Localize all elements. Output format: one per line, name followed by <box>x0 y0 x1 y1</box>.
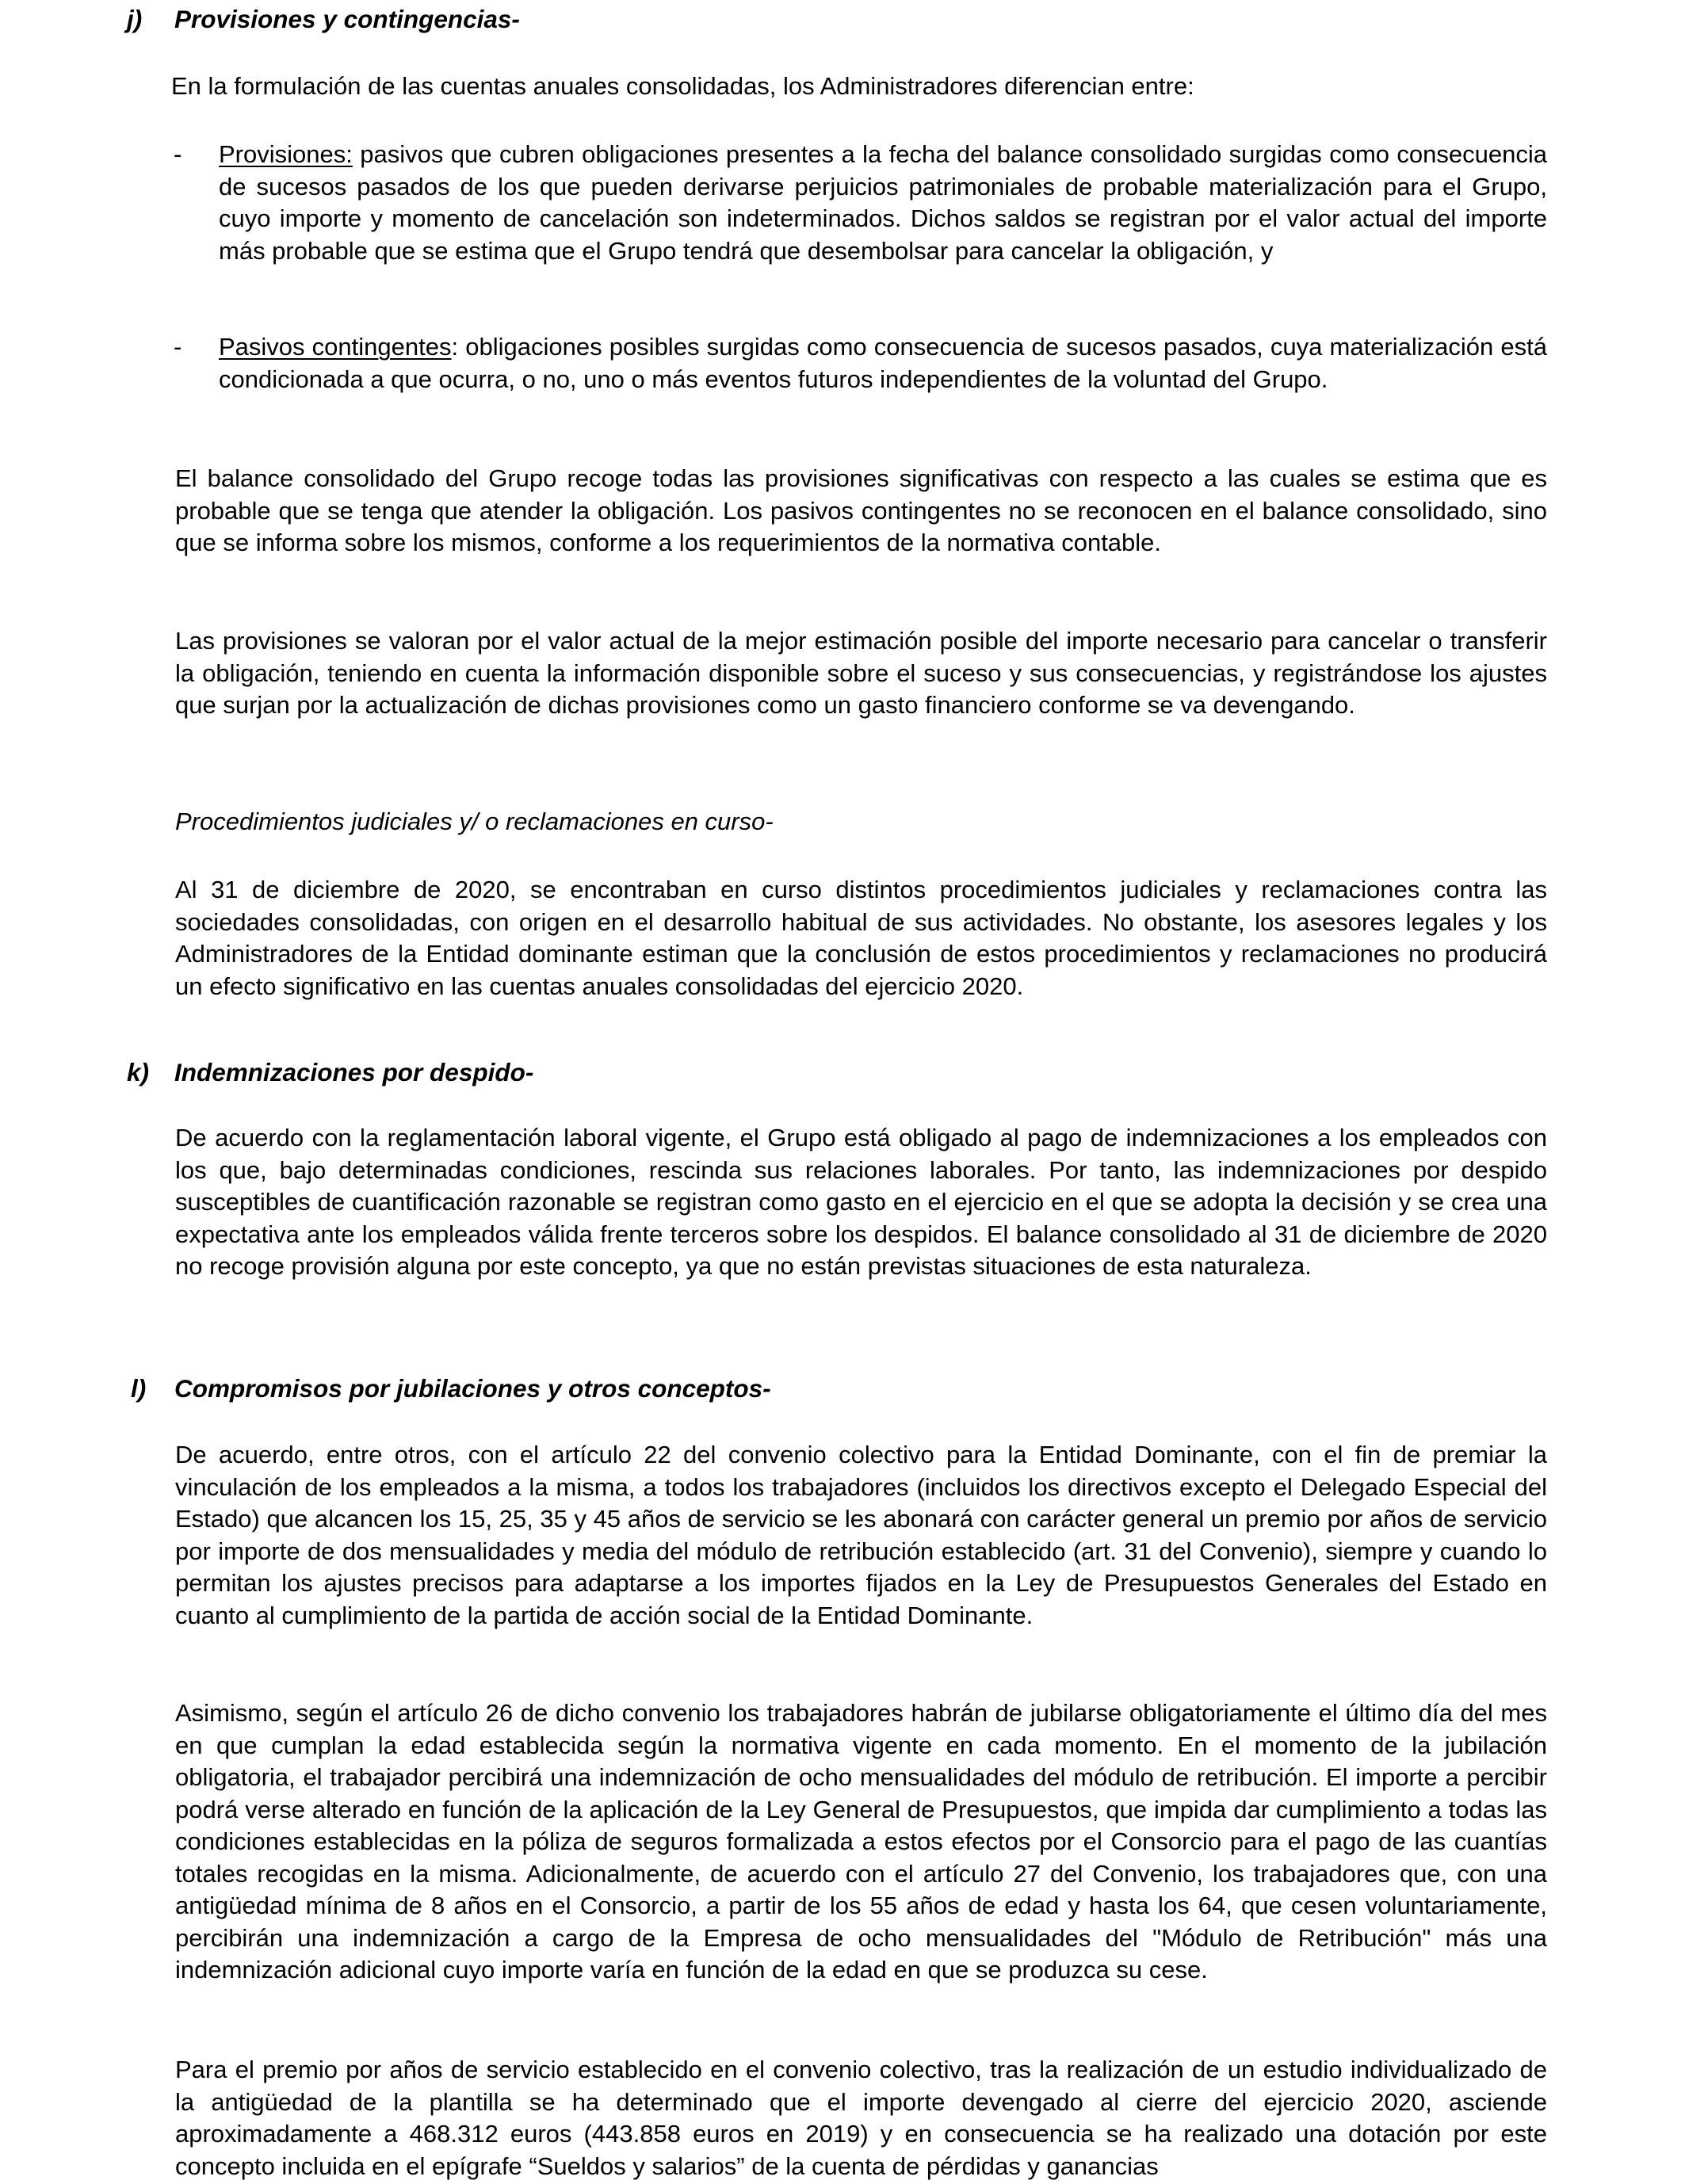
section-j-title: Provisiones y contingencias- <box>174 5 520 33</box>
section-l-paragraph-2: Asimismo, según el artículo 26 de dicho convenio los trabajadores habrán de jubilarse obligatoriamente el último día del mes en que cumplan la edad establecida según la normativa vigente en cada momento. En el momento de la jubilación obligatoria, el trabajador percibirá una indemnización de ocho mensualidades del módulo de retribución. El importe a percibir podrá verse alterado en función de la aplicación de la Ley General de Presupuestos, que impida dar cumplimiento a todas las condiciones establecidas en la póliza de seguros formalizada a estos efectos por el Consorcio para el pago de las cuantías totales recogidas en la misma. Adicionalmente, de acuerdo con el artículo 27 del Convenio, los trabajadores que, con una antigüedad mínima de 8 años en el Consorcio, a partir de los 55 años de edad y hasta los 64, que cesen voluntariamente, percibirán una indemnización a cargo de la Empresa de ocho mensualidades del "Módulo de Retribución" más una indemnización adicional cuyo importe varía en función de la edad en que se produzca su cese. <box>175 1699 1547 1984</box>
bullet-dash: - <box>174 333 182 361</box>
bullet-provisiones-text: pasivos que cubren obligaciones presentes a la fecha del balance consolidado surgidas como consecuencia de sucesos pasados de los que pueden derivarse perjuicios patrimoniales de probable materialización para el Grupo, cuyo importe y momento de cancelación son indeterminados. Dichos saldos se registran por el valor actual del importe más probable que se estima que el Grupo tendrá que desembolsar para cancelar la obligación, y <box>219 140 1547 265</box>
section-l-letter: l) <box>131 1374 147 1403</box>
section-l-title: Compromisos por jubilaciones y otros conceptos- <box>174 1374 771 1403</box>
bullet-dash: - <box>174 140 182 168</box>
section-j-subtitle: Procedimientos judiciales y/ o reclamaciones en curso- <box>175 808 774 835</box>
section-j-paragraph-2: Las provisiones se valoran por el valor actual de la mejor estimación posible del importe necesario para cancelar o transferir la obligación, teniendo en cuenta la información disponible sobre el suceso y sus consecuencias, y registrándose los ajustes que surjan por la actualización de dichas provisiones como un gasto financiero conforme se va devengando. <box>175 627 1547 719</box>
section-j-letter: j) <box>127 5 143 33</box>
bullet-pasivos-contingentes <box>219 331 1547 395</box>
section-j-intro: En la formulación de las cuentas anuales consolidadas, los Administradores diferencian entre: <box>171 72 1194 100</box>
bullet-provisiones <box>219 139 1547 267</box>
term-pasivos-contingentes: Pasivos contingentes <box>219 333 452 361</box>
section-l-heading <box>131 1373 771 1404</box>
term-provisiones: Provisiones: <box>219 140 353 168</box>
section-k-letter: k) <box>127 1058 150 1086</box>
section-j-paragraph-1: El balance consolidado del Grupo recoge todas las provisiones significativas con respecto a las cuales se estima que es probable que se tenga que atender la obligación. Los pasivos contingentes no se reconocen en el balance consolidado, sino que se informa sobre los mismos, conforme a los requerimientos de la normativa contable. <box>175 464 1547 556</box>
section-k-paragraph-1: De acuerdo con la reglamentación laboral vigente, el Grupo está obligado al pago de indemnizaciones a los empleados con los que, bajo determinadas condiciones, rescinda sus relaciones laborales. Por tanto, las indemnizaciones por despido susceptibles de cuantificación razonable se registran como gasto en el ejercicio en el que se adopta la decisión y se crea una expectativa ante los empleados válida frente terceros sobre los despidos. El balance consolidado al 31 de diciembre de 2020 no recoge provisión alguna por este concepto, ya que no están previstas situaciones de esta naturaleza. <box>175 1124 1547 1280</box>
section-l-paragraph-1: De acuerdo, entre otros, con el artículo 22 del convenio colectivo para la Entidad Dominante, con el fin de premiar la vinculación de los empleados a la misma, a todos los trabajadores (incluidos los directivos excepto el Delegado Especial del Estado) que alcancen los 15, 25, 35 y 45 años de servicio se les abonará con carácter general un premio por años de servicio por importe de dos mensualidades y media del módulo de retribución establecido (art. 31 del Convenio), siempre y cuando lo permitan los ajustes precisos para adaptarse a los importes fijados en la Ley de Presupuestos Generales del Estado en cuanto al cumplimiento de la partida de acción social de la Entidad Dominante. <box>175 1441 1547 1629</box>
section-k-heading <box>127 1056 534 1088</box>
bullet-pasivos-text: : obligaciones posibles surgidas como consecuencia de sucesos pasados, cuya materialización está condicionada a que ocurra, o no, uno o más eventos futuros independientes de la voluntad del Grupo. <box>219 333 1547 393</box>
section-l-paragraph-3: Para el premio por años de servicio establecido en el convenio colectivo, tras la realización de un estudio individualizado de la antigüedad de la plantilla se ha determinado que el importe devengado al cierre del ejercicio 2020, asciende aproximadamente a 468.312 euros (443.858 euros en 2019) y en consecuencia se ha realizado una dotación por este concepto incluida en el epígrafe “Sueldos y salarios” de la cuenta de pérdidas y ganancias <box>175 2056 1547 2180</box>
section-j-paragraph-3: Al 31 de diciembre de 2020, se encontraban en curso distintos procedimientos judiciales y reclamaciones contra las sociedades consolidadas, con origen en el desarrollo habitual de sus actividades. No obstante, los asesores legales y los Administradores de la Entidad dominante estiman que la conclusión de estos procedimientos y reclamaciones no producirá un efecto significativo en las cuentas anuales consolidadas del ejercicio 2020. <box>175 876 1547 1000</box>
section-j-heading <box>127 3 520 35</box>
section-k-title: Indemnizaciones por despido- <box>174 1058 534 1086</box>
